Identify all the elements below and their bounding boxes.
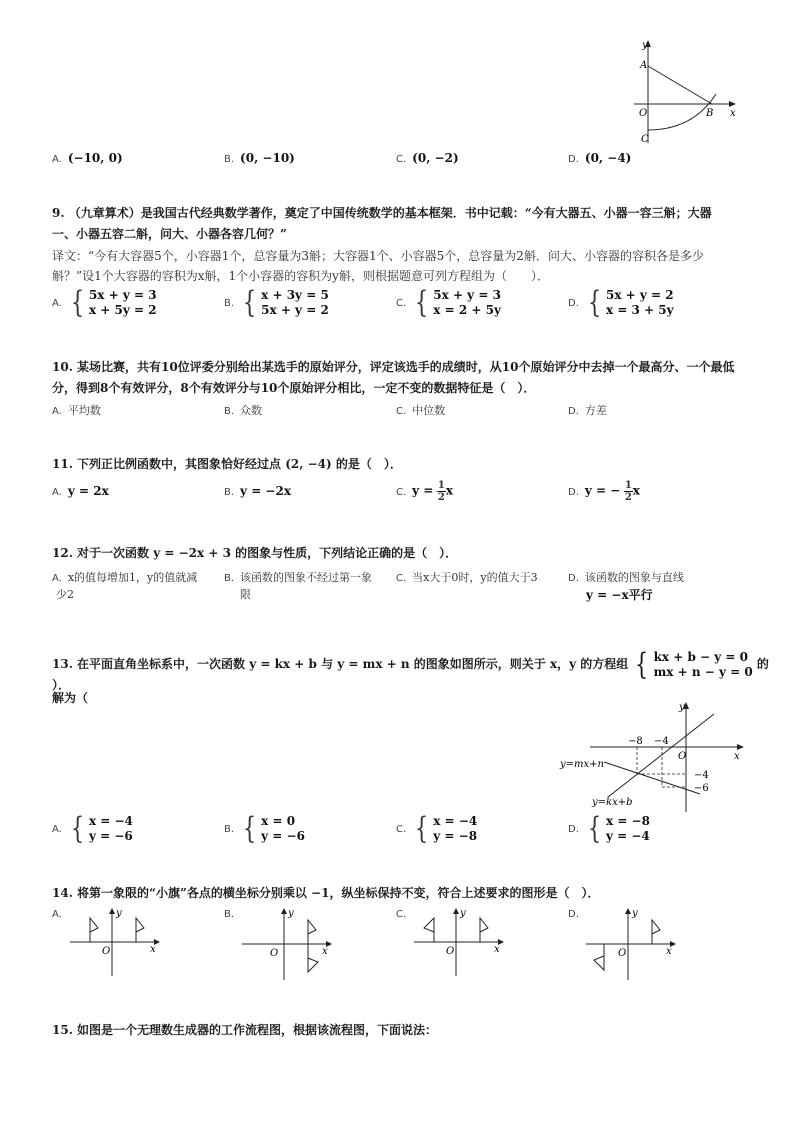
q10-option-b[interactable]: B. 众数 (224, 404, 263, 417)
q13-tick-y2: −6 (694, 783, 709, 794)
q11-option-d[interactable]: D. y = − $\frac{1}{2}$ x (568, 480, 640, 503)
q13-option-d[interactable]: D. { x = −8 y = −4 (568, 811, 650, 846)
brace-icon: { (70, 285, 85, 320)
q13-graph (556, 700, 752, 814)
q13-o-label: O (678, 751, 687, 762)
brace-icon: { (587, 811, 602, 846)
flag-icon (424, 918, 434, 942)
q9-option-a[interactable]: A. { 5x + y = 3 x + 5y = 2 (52, 285, 157, 320)
q10-option-d[interactable]: D. 方差 (568, 404, 607, 417)
q14-option-d[interactable]: D. y O x (568, 906, 678, 982)
flag-icon (308, 944, 318, 972)
svg-text:O: O (446, 946, 455, 957)
svg-text:y: y (288, 908, 294, 919)
svg-text:O: O (618, 948, 627, 959)
q12-option-b[interactable]: B. 该函数的图象不经过第一象 限 (224, 571, 373, 601)
brace-icon: { (70, 811, 85, 846)
fraction: $\frac{1}{2}$ (624, 480, 632, 503)
q14-option-c[interactable]: C. y O x (396, 906, 506, 978)
q9-option-b[interactable]: B. { x + 3y = 5 5x + y = 2 (224, 285, 329, 320)
q10-option-c[interactable]: C. 中位数 (396, 404, 446, 417)
q14-stem: 14. 将第一象限的“小旗”各点的横坐标分别乘以 −1，纵坐标保持不变，符合上述要求的图形是（ ）． (52, 886, 600, 900)
q11-option-b[interactable]: B. y = −2x (224, 484, 291, 498)
q8-o-label: O (639, 108, 648, 119)
q12-stem: 12. 对于一次函数 y = −2x + 3 的图象与性质，下列结论正确的是（ ）． (52, 546, 458, 560)
q11-option-a[interactable]: A. y = 2x (52, 484, 109, 498)
q13-system: { kx + b − y = 0 mx + n − y = 0 (635, 646, 753, 682)
q8-graph (628, 38, 740, 148)
q13-x-label: x (734, 751, 740, 762)
q13-stem-line2: ）． (52, 678, 71, 692)
q12-option-c[interactable]: C. 当x大于0时，y的值大于3 (396, 571, 538, 584)
flag-icon (652, 920, 660, 944)
brace-icon: { (415, 811, 429, 846)
flag-icon (308, 920, 316, 944)
q12-option-d[interactable]: D. 该函数的图象与直线 y = −x平行 (568, 571, 684, 602)
q9-stem-line2: 一、小器五容二斛，问大、小器各容几何？” (52, 227, 287, 241)
q13-line-kb-label: y=kx+b (592, 797, 633, 808)
q8-c-label: C (641, 134, 649, 145)
q14-c-graph (410, 906, 506, 978)
svg-text:y: y (460, 908, 466, 919)
q12-option-a[interactable]: A. x的值每增加1，y的值就减 少2 (52, 571, 198, 601)
svg-text:y: y (116, 908, 122, 919)
q13-line-mn-label: y=mx+n (560, 759, 604, 770)
q8-option-d[interactable]: D. (0, −4) (568, 151, 632, 165)
q10-option-a[interactable]: A. 平均数 (52, 404, 101, 417)
flag-icon (480, 918, 488, 942)
q11-option-c[interactable]: C. y = $\frac{1}{2}$ x (396, 480, 454, 503)
q13-option-b[interactable]: B. { x = 0 y = −6 (224, 811, 305, 846)
svg-text:x: x (494, 944, 500, 955)
q13-stem-line1: 13. 在平面直角坐标系中，一次函数 y = kx + b 与 y = mx + n 的图象如图所示，则关于 x，y 的方程组 { kx + b − y = 0 mx + n − y = 0 的解为（ (52, 646, 769, 705)
q11-stem: 11. 下列正比例函数中，其图象恰好经过点 (2, −4) 的是（ ）． (52, 457, 402, 471)
q9-translation-line1: 译文：“今有大容器5个，小容器1个，总容量为3斛；大容器1个、小容器5个，总容量为2斛．问大、小容器的容积各是多少 (52, 249, 704, 263)
q10-stem-line1: 10. 某场比赛，共有10位评委分别给出某选手的原始评分，评定该选手的成绩时，从10个原始评分中去掉一个最高分、一个最低 (52, 360, 735, 374)
svg-text:x: x (150, 944, 156, 955)
brace-icon: { (415, 285, 429, 320)
fraction: $\frac{1}{2}$ (437, 480, 445, 503)
brace-icon: { (635, 646, 649, 682)
q14-option-b[interactable]: B. y O x (224, 906, 334, 982)
q14-d-graph (582, 906, 678, 982)
q13-tick-y1: −4 (694, 770, 709, 781)
q8-line-ab (648, 66, 712, 104)
svg-text:O: O (102, 946, 111, 957)
brace-icon: { (587, 285, 602, 320)
flag-icon (594, 944, 604, 970)
q9-stem-line1: 9. （九章算术）是我国古代经典数学著作，奠定了中国传统数学的基本框架．书中记载：“今有大器五、小器一容三斛；大器 (52, 206, 712, 220)
q14-option-a[interactable]: A. y O x (52, 906, 162, 978)
q8-a-label: A (640, 60, 648, 71)
q8-b-label: B (706, 108, 714, 119)
svg-text:O: O (270, 948, 279, 959)
flag-icon (136, 918, 144, 942)
q13-y-label: y (679, 702, 685, 713)
q9-option-d[interactable]: D. { 5x + y = 2 x = 3 + 5y (568, 285, 674, 320)
svg-text:x: x (322, 946, 328, 957)
q13-tick-x2: −4 (654, 736, 669, 747)
q8-x-label: x (730, 108, 736, 119)
q13-option-c[interactable]: C. { x = −4 y = −8 (396, 811, 478, 846)
q13-tick-x1: −8 (628, 736, 643, 747)
q8-option-b[interactable]: B. (0, −10) (224, 151, 295, 165)
svg-text:x: x (666, 946, 672, 957)
q15-stem: 15. 如图是一个无理数生成器的工作流程图，根据该流程图，下面说法： (52, 1023, 438, 1037)
q13-option-a[interactable]: A. { x = −4 y = −6 (52, 811, 133, 846)
flag-icon (90, 918, 98, 942)
q10-stem-line2: 分，得到8个有效评分，8个有效评分与10个原始评分相比，一定不变的数据特征是（ ）． (52, 381, 536, 395)
brace-icon: { (242, 811, 257, 846)
q8-option-c[interactable]: C. (0, −2) (396, 151, 459, 165)
svg-text:y: y (632, 908, 638, 919)
q9-option-c[interactable]: C. { 5x + y = 3 x = 2 + 5y (396, 285, 501, 320)
q8-option-a[interactable]: A. (−10, 0) (52, 151, 123, 165)
q14-b-graph (238, 906, 334, 982)
brace-icon: { (242, 285, 257, 320)
q8-y-label: y (642, 40, 648, 51)
q14-a-graph (66, 906, 162, 978)
q9-translation-line2: 斛？”设1个大容器的容积为x斛，1个小容器的容积为y斛，则根据题意可列方程组为（ ）． (52, 269, 549, 283)
